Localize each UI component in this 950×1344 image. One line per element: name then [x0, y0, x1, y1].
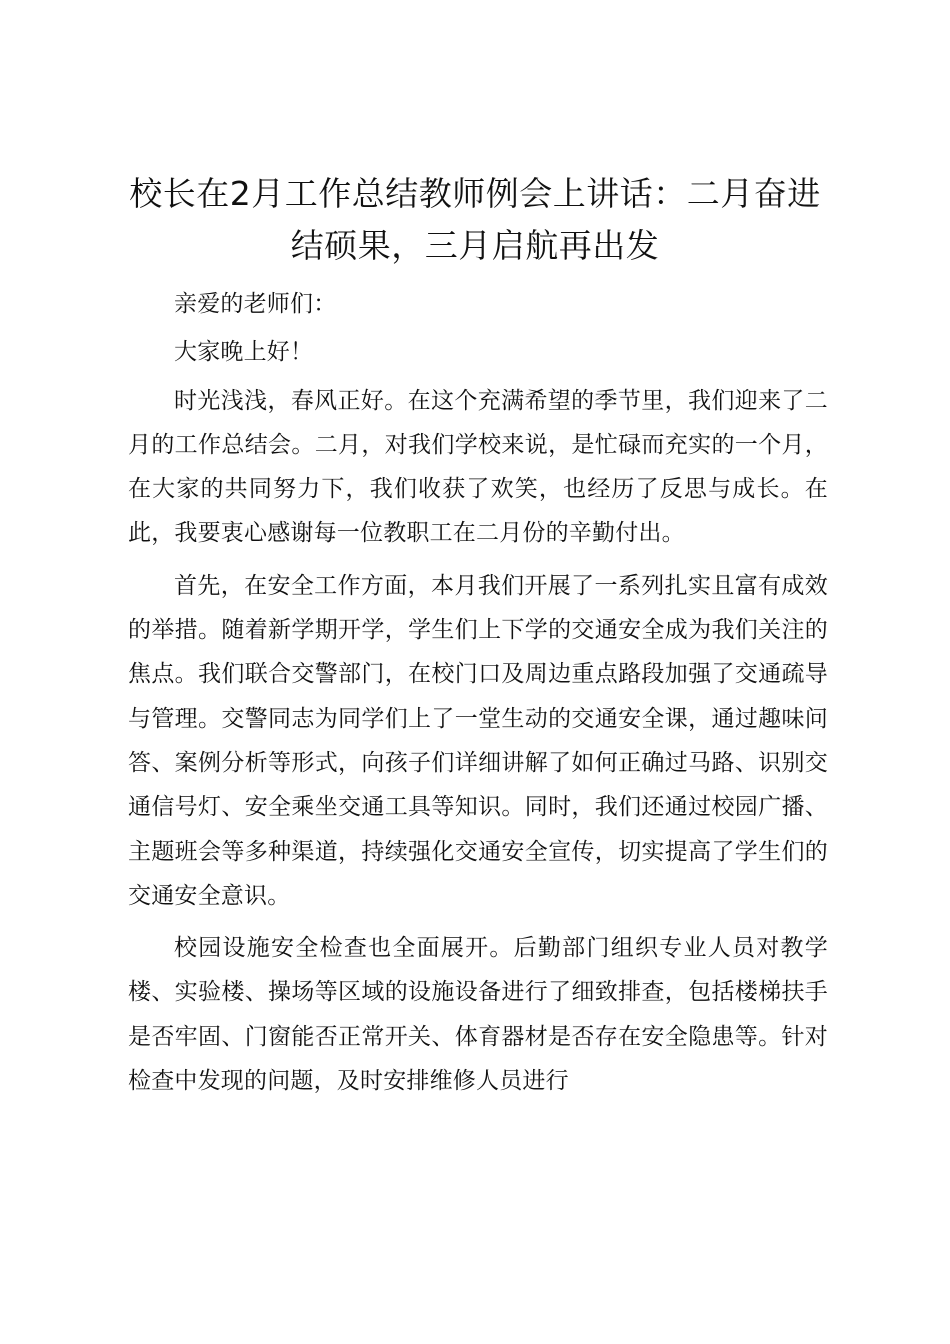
greeting: 大家晚上好！	[174, 339, 314, 366]
paragraph-2: 首先，在安全工作方面，本月我们开展了一系列扎实且富有成效的举措。随着新学期开学，学生们上下学的交通安全成为我们关注的焦点。我们联合交警部门，在校门口及周边重点路段加强了交通疏导与管理。交警同志为同学们上了一堂生动的交通安全课，通过趣味问答、案例分析等形式，向孩子们详细讲解了如何正确过马路、识别交通信号灯、安全乘坐交通工具等知识。同时，我们还通过校园广播、主题班会等多种渠道，持续强化交通安全宣传，切实提高了学生们的交通安全意识。	[128, 572, 828, 909]
salutation: 亲爱的老师们：	[174, 291, 337, 317]
paragraph-1: 时光浅浅，春风正好。在这个充满希望的季节里，我们迎来了二月的工作总结会。二月，对我们学校来说，是忙碌而充实的一个月，在大家的共同努力下，我们收获了欢笑，也经历了反思与成长。在此，我要衷心感谢每一位教职工在二月份的辛勤付出。	[128, 387, 828, 547]
paragraph-3: 校园设施安全检查也全面展开。后勤部门组织专业人员对教学楼、实验楼、操场等区域的设施设备进行了细致排查，包括楼梯扶手是否牢固、门窗能否正常开关、体育器材是否存在安全隐患等。针对检查中发现的问题，及时安排维修人员进行	[128, 935, 828, 1095]
document-title: 校长在2月工作总结教师例会上讲话：二月奋进结硕果，三月启航再出发	[129, 174, 821, 265]
document-body	[128, 282, 828, 1111]
